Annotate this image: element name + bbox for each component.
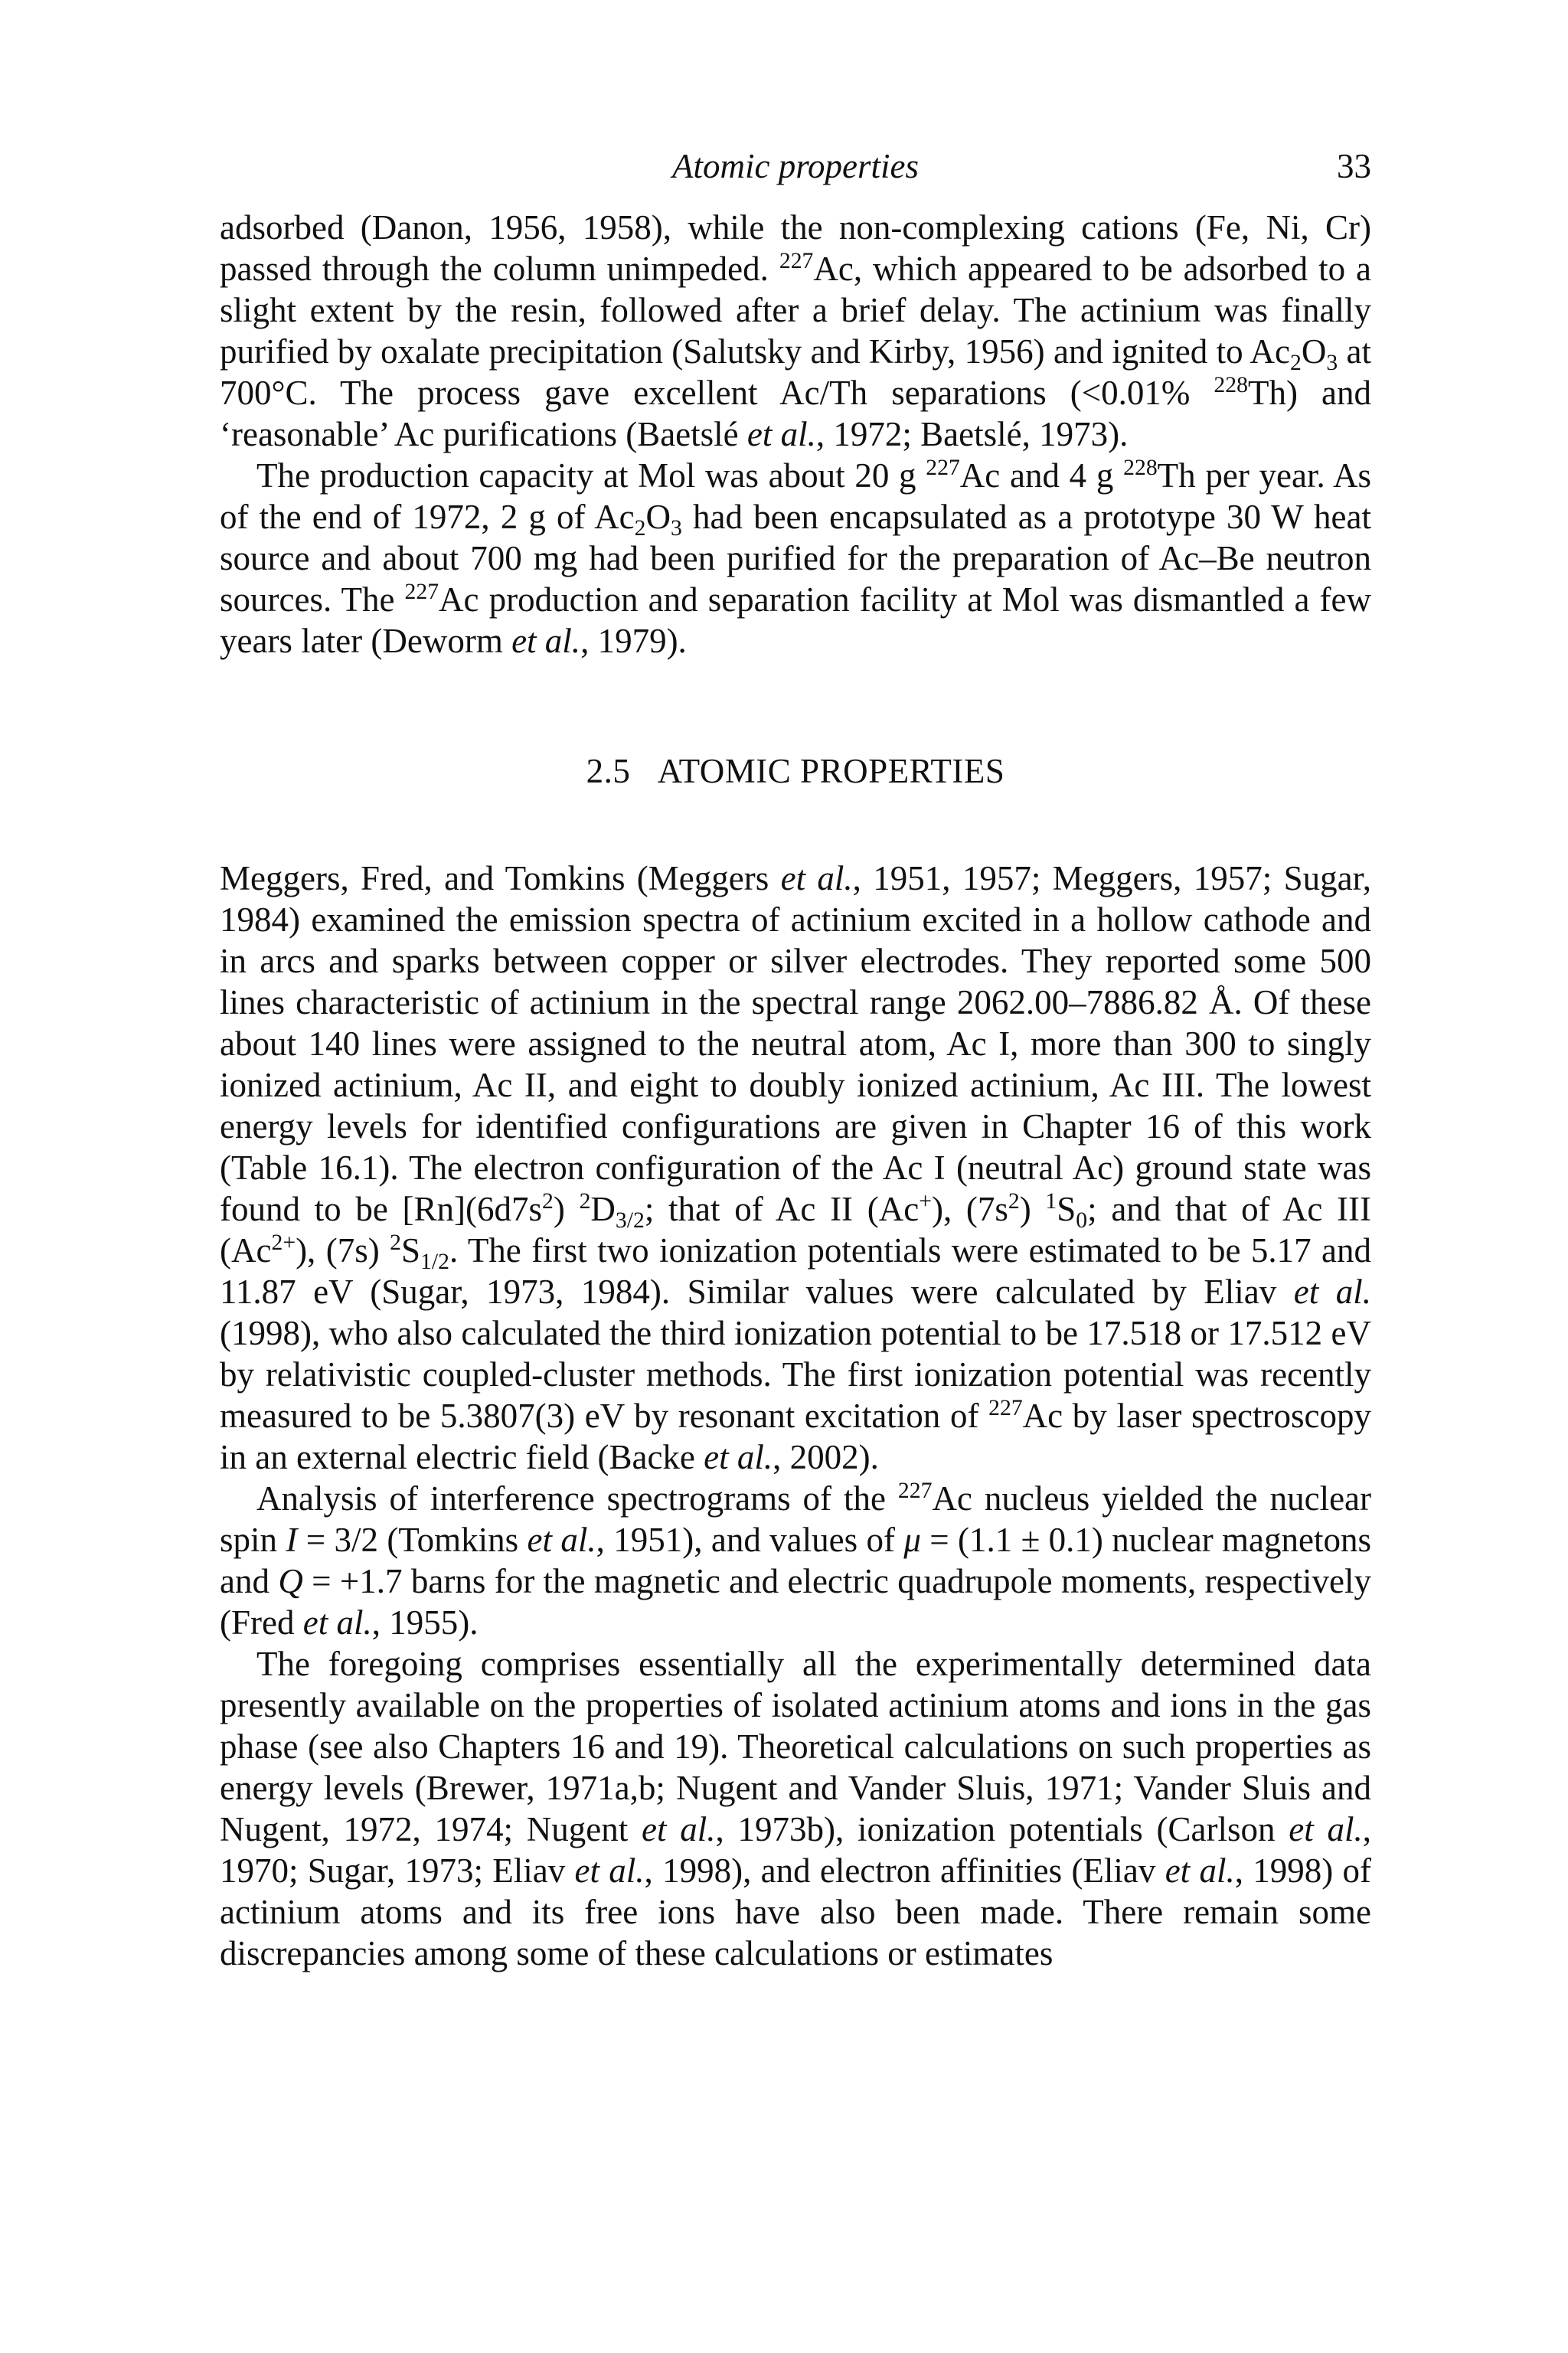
paragraph-production-capacity: The production capacity at Mol was about 20 g $^{227}$Ac and 4 g $^{228}$Th per year. As of the end of 1972, 2 g of $Ac_2O_3$ had been encapsulated as a prototype 30 W heat source and about 700 mg had been purified for the preparation of Ac–Be neutron sources. The $^{227}$Ac production and separation facility at Mol was dismantled a few years later (Deworm et al., 1979). bbox=[220, 455, 1371, 660]
paragraph-emission-spectra: Meggers, Fred, and Tomkins (Meggers et al., 1951, 1957; Meggers, 1957; Sugar, 1984) examined the emission spectra of actinium excited in a hollow cathode and in arcs and sparks between copper or silver electrodes. They reported some 500 lines characteristic of actinium in the spectral range 2062.00–7886.82 Å. Of these about 140 lines were assigned to the neutral atom, Ac I, more than 300 to singly ionized actinium, Ac II, and eight to doubly ionized actinium, Ac III. The lowest energy levels for identified configurations are given in Chapter 16 of this work (Table 16.1). The electron configuration of the Ac I (neutral Ac) ground state was found to be $[Rn](6d7s^2)$ $^2D_{3/2}$; that of Ac II (Ac+), $(7s^2)$ $^1S_0$; and that of Ac III $(Ac^{2+})$, (7s) $^2S_{1/2}$. The first two ionization potentials were estimated to be 5.17 and 11.87 eV (Sugar, 1973, 1984). Similar values were calculated by Eliav et al. (1998), who also calculated the third ionization potential to be 17.518 or 17.512 eV by relativistic coupled-cluster methods. The first ionization potential was recently measured to be 5.3807(3) eV by resonant excitation of $^{227}$Ac by laser spectroscopy in an external electric field (Backe et al., 2002). bbox=[220, 859, 1372, 1476]
paragraph-nuclear-spin: Analysis of interference spectrograms of the $^{227}$Ac nucleus yielded the nuclear spin I = 3/2 (Tomkins et al., 1951), and values of μ = (1.1 ± 0.1) nuclear magnetons and Q = +1.7 barns for the magnetic and electric quadrupole moments, respectively (Fred et al., 1955). bbox=[220, 1478, 1372, 1642]
page-header bbox=[220, 145, 1371, 187]
paragraph-separation-continued: adsorbed (Danon, 1956, 1958), while the non-complexing cations (Fe, Ni, Cr) passed through the column unimpeded. $^{227}$Ac, which appeared to be adsorbed to a slight extent by the resin, followed after a brief delay. The actinium was finally purified by oxalate precipitation (Salutsky and Kirby, 1956) and ignited to $Ac_2O_3$ at 700°C. The process gave excellent Ac/Th separations (<0.01% $^{228}$Th) and ‘reasonable’ Ac purifications (Baetslé et al., 1972; Baetslé, 1973). bbox=[220, 208, 1371, 453]
section-number: 2.5 bbox=[586, 752, 631, 790]
running-title: Atomic properties bbox=[671, 147, 920, 185]
paragraph-theoretical-calculations: The foregoing comprises essentially all the experimentally determined data presently available on the properties of isolated actinium atoms and ions in the gas phase (see also Chapters 16 and 19). Theoretical calculations on such properties as energy levels (Brewer, 1971a,b; Nugent and Vander Sluis, 1971; Vander Sluis and Nugent, 1972, 1974; Nugent et al., 1973b), ionization potentials (Carlson et al., 1970; Sugar, 1973; Eliav et al., 1998), and electron affinities (Eliav et al., 1998) of actinium atoms and its free ions have also been made. There remain some discrepancies among some of these calculations or estimates bbox=[220, 1645, 1371, 1972]
document-page bbox=[220, 145, 1371, 1974]
section-title: ATOMIC PROPERTIES bbox=[657, 752, 1005, 790]
section-heading bbox=[220, 750, 1371, 792]
page-number: 33 bbox=[1337, 147, 1371, 185]
